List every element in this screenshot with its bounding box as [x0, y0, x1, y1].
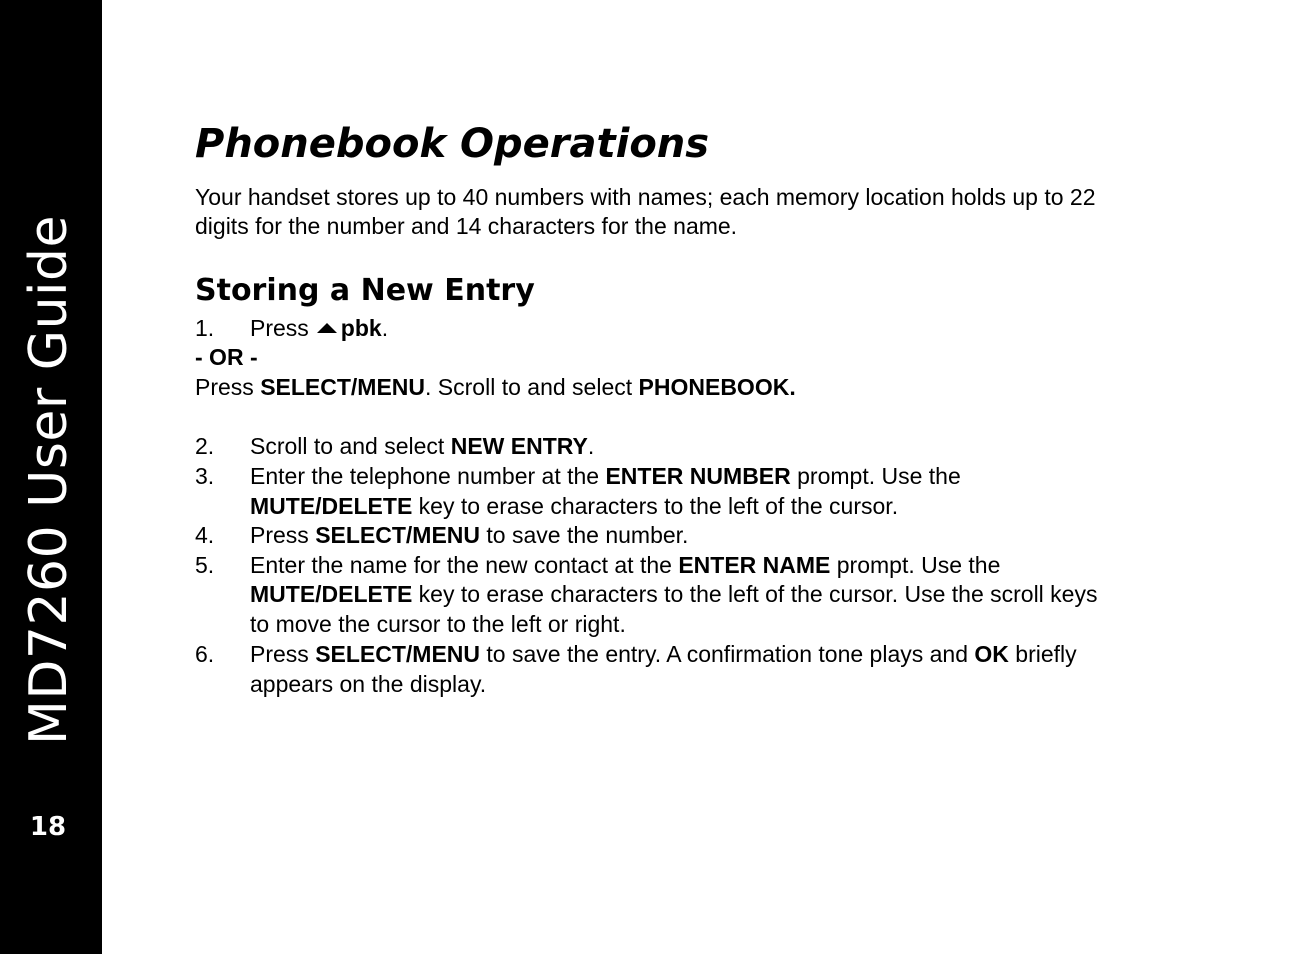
step-text-part: briefly: [1015, 641, 1077, 667]
step-text-part: Press: [195, 374, 254, 400]
step-text-part: Press: [250, 315, 309, 341]
guide-title: MD7260 User Guide: [19, 214, 79, 746]
step-text: to move the cursor to the left or right.: [250, 611, 626, 637]
step-text-part: to save the entry. A confirmation tone plays and: [486, 641, 969, 667]
step-text-part: Scroll to and select: [250, 433, 445, 459]
up-arrow-icon: [317, 323, 337, 333]
key-label: SELECT/MENU: [260, 374, 426, 400]
step-text-part: key to erase characters to the left of the cursor.: [418, 493, 899, 519]
key-label: NEW ENTRY: [450, 433, 588, 459]
step-text-part: Enter the name for the new contact at the: [250, 552, 672, 578]
key-label: PHONEBOOK.: [638, 374, 796, 400]
key-label: OK: [974, 641, 1009, 667]
step-text: appears on the display.: [250, 671, 487, 697]
intro-line-2: digits for the number and 14 characters for the name.: [195, 213, 738, 239]
key-label: ENTER NUMBER: [605, 463, 791, 489]
step-number: 4.: [195, 522, 215, 548]
step-text-part: . Scroll to and select: [425, 374, 633, 400]
key-label: SELECT/MENU: [315, 641, 481, 667]
step-text-part: to save the number.: [486, 522, 689, 548]
step-text-part: .: [381, 315, 389, 341]
step-text: [250, 640, 1077, 670]
key-label: ENTER NAME: [678, 552, 831, 578]
sidebar: [0, 0, 102, 954]
page-title: Phonebook Operations: [195, 121, 710, 167]
step-number: 3.: [195, 463, 215, 489]
section-heading: Storing a New Entry: [195, 273, 535, 308]
step-text-part: Enter the telephone number at the: [250, 463, 600, 489]
step-text-part: key to erase characters to the left of the cursor. Use the scroll keys: [418, 581, 1098, 607]
key-label: pbk: [340, 315, 382, 341]
alt-step: [195, 373, 796, 403]
intro-line-1: Your handset stores up to 40 numbers with names; each memory location holds up to 22: [195, 184, 1096, 210]
step-text: [250, 551, 1000, 581]
step-text: [250, 492, 898, 522]
step-text: [250, 521, 688, 551]
step-number: 5.: [195, 552, 215, 578]
key-label: SELECT/MENU: [315, 522, 481, 548]
step-number: 2.: [195, 433, 215, 459]
key-label: MUTE/DELETE: [250, 581, 413, 607]
key-label: MUTE/DELETE: [250, 493, 413, 519]
step-text-part: Press: [250, 522, 309, 548]
or-separator: [195, 343, 258, 373]
page-number: 18: [29, 812, 67, 842]
step-text: [250, 314, 388, 344]
or-label: - OR -: [195, 344, 258, 370]
step-text: [250, 580, 1097, 610]
step-text: [250, 432, 594, 462]
step-number: 1.: [195, 315, 215, 341]
step-text-part: .: [587, 433, 595, 459]
step-text-part: Press: [250, 641, 309, 667]
step-number: 6.: [195, 641, 215, 667]
step-text-part: prompt. Use the: [797, 463, 961, 489]
step-text: [250, 462, 961, 492]
step-text-part: prompt. Use the: [836, 552, 1001, 578]
